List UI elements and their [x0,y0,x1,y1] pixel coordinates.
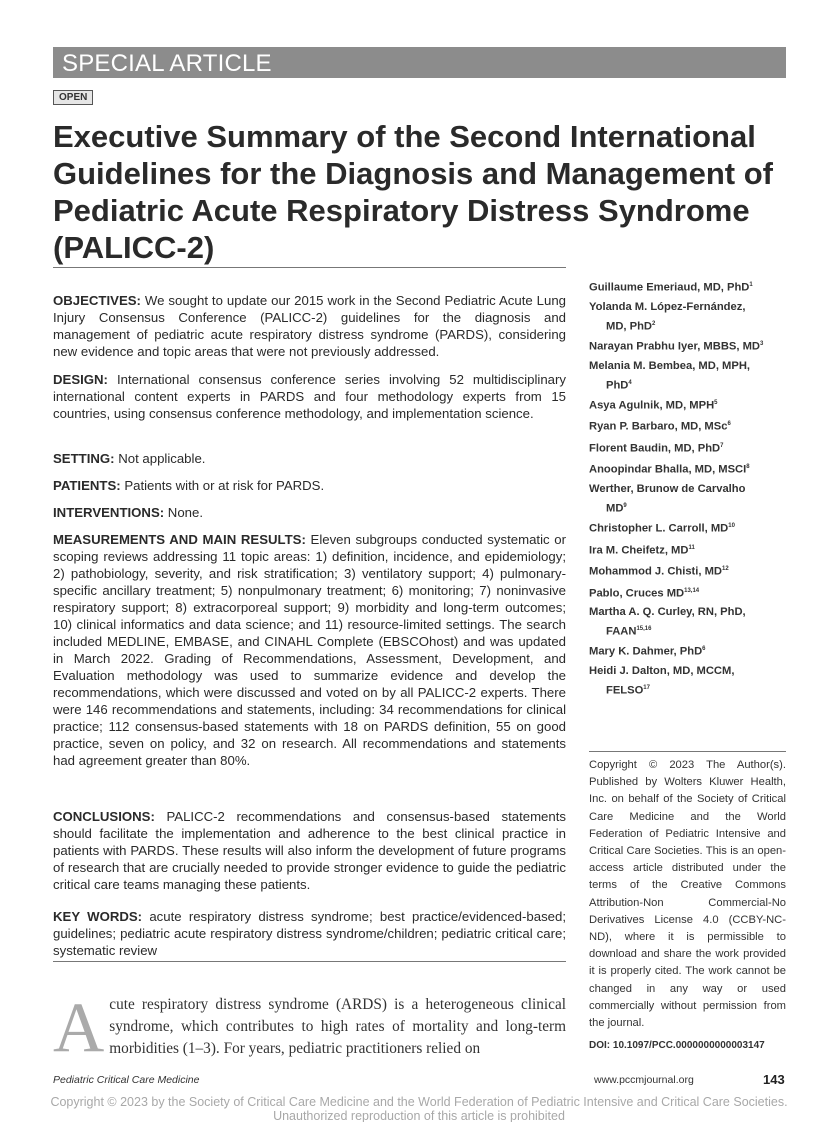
abstract-keywords: KEY WORDS: acute respiratory distress syndrome; best practice/evidenced-based; guidelines; pediatric acute respiratory distress syndrome/children; pediatric critical care; systematic review [53,909,566,958]
body-intro-paragraph: Acute respiratory distress syndrome (ARDS) is a heterogeneous clinical syndrome, which contributes to high rates of mortality and long-term morbidities (1–3). For years, pediatric practitioners relied on [53,989,566,1067]
author-entry: Pablo, Cruces MD$^{13,14}$ [589,587,700,600]
author-entry: Melania M. Bembea, MD, MPH, PhD$^4$ [589,360,751,392]
article-title: Executive Summary of the Second International Guidelines for the Diagnosis and Management of Pediatric Acute Respiratory Distress Syndrome (PALICC-2) [53,119,773,265]
author-entry: Yolanda M. López-Fernández, MD, PhD$^2$ [589,301,746,333]
author-entry: Anoopindar Bhalla, MD, MSCI$^8$ [589,463,750,476]
author-entry: Mohammod J. Chisti, MD$^{12}$ [589,565,729,578]
open-access-badge: OPEN [53,90,93,105]
copyright-notice: Copyright © 2023 The Author(s). Published by Wolters Kluwer Health, Inc. on behalf of the Society of Critical Care Medicine and the World Federation of Pediatric Intensive and Critical Care Societies. This is an open-access article distributed under the terms of the Creative Commons Attribution-Non Commercial-No Derivatives License 4.0 (CCBY-NC-ND), where it is permissible to download and share the work provided it is properly cited. The work cannot be changed in any way or used commercially without permission from the journal. [589,751,786,1032]
author-entry: Heidi J. Dalton, MD, MCCM, FELSO$^{17}$ [589,665,735,697]
abstract-setting: SETTING: Not applicable. [53,451,206,466]
author-entry: Asya Agulnik, MD, MPH$^5$ [589,399,718,412]
abstract-interventions: INTERVENTIONS: None. [53,505,203,520]
watermark-line-2: Unauthorized reproduction of this article is prohibited [273,1109,565,1122]
author-entry: Guillaume Emeriaud, MD, PhD$^1$ [589,281,753,294]
abstract-patients: PATIENTS: Patients with or at risk for PARDS. [53,478,325,493]
author-entry: Werther, Brunow de Carvalho $MD^9$ [589,483,746,515]
author-entry: Mary K. Dahmer, PhD$^6$ [589,645,706,658]
abstract-design: DESIGN: International consensus conference series involving 52 multidisciplinary international content experts in PARDS and four methodology experts from 15 countries, using consensus conference methodology, and implementation science. [53,372,566,421]
abstract [53,267,566,962]
author-entry: Ira M. Cheifetz, MD$^{11}$ [589,544,695,557]
dropcap-letter: A [53,989,105,1067]
section-banner: SPECIAL ARTICLE [53,47,786,78]
copyright-watermark [0,1095,838,1122]
page-number: 143 [763,1072,785,1087]
footer-journal-name: Pediatric Critical Care Medicine [53,1074,200,1086]
watermark-line-1: Copyright © 2023 by the Society of Critical Care Medicine and the World Federation of Pediatric Intensive and Critical Care Societies. [50,1095,788,1109]
author-entry: Florent Baudin, MD, PhD$^7$ [589,442,724,455]
abstract-conclusions: CONCLUSIONS: PALICC-2 recommendations and consensus-based statements should facilitate the implementation and adherence to the best clinical practice in patients with PARDS. These results will also inform the development of future programs of research that are crucially needed to provide stronger evidence to guide the pediatric critical care teams managing these patients. [53,809,566,892]
author-entry: Martha A. Q. Curley, RN, PhD, FAAN$^{15,16}$ [589,606,746,638]
doi-link[interactable]: DOI: 10.1097/PCC.0000000000003147 [589,1040,765,1051]
author-entry: Ryan P. Barbaro, MD, MSc$^6$ [589,420,731,433]
author-entry: Christopher L. Carroll, MD$^{10}$ [589,522,735,535]
footer-journal-url[interactable]: www.pccmjournal.org [594,1074,694,1086]
author-entry: Narayan Prabhu Iyer, MBBS, $MD^3$ [589,340,764,353]
abstract-objectives: OBJECTIVES: We sought to update our 2015 work in the Second Pediatric Acute Lung Injury Consensus Conference (PALICC-2) guidelines for the diagnosis and management of pediatric acute respiratory distress syndrome (PARDS), considering new evidence and topic areas that were not previously addressed. [53,293,566,359]
abstract-results: MEASUREMENTS AND MAIN RESULTS: Eleven subgroups conducted systematic or scoping reviews addressing 11 topic areas: 1) definition, incidence, and epidemiology; 2) pathobiology, severity, and risk stratification; 3) ventilatory support; 4) pulmonary-specific ancillary treatment; 5) nonpulmonary treatment; 6) monitoring; 7) noninvasive respiratory support; 8) extracorporeal support; 9) morbidity and long-term outcomes; 10) clinical informatics and data science; and 11) resource-limited settings. The search included MEDLINE, EMBASE, and CINAHL Complete (EBSCOhost) and was updated in March 2022. Grading of Recommendations, Assessment, Development, and Evaluation methodology was used to summarize evidence and develop the recommendations, which were discussed and voted on by all PALICC-2 experts. There were 146 recommendations and statements, including: 34 recommendations for clinical practice; 112 consensus-based statements with 18 on PARDS definition, 55 on good practice, seven on policy, and 32 on research. All recommendations and statements had agreement greater than 80%. [53,532,566,768]
